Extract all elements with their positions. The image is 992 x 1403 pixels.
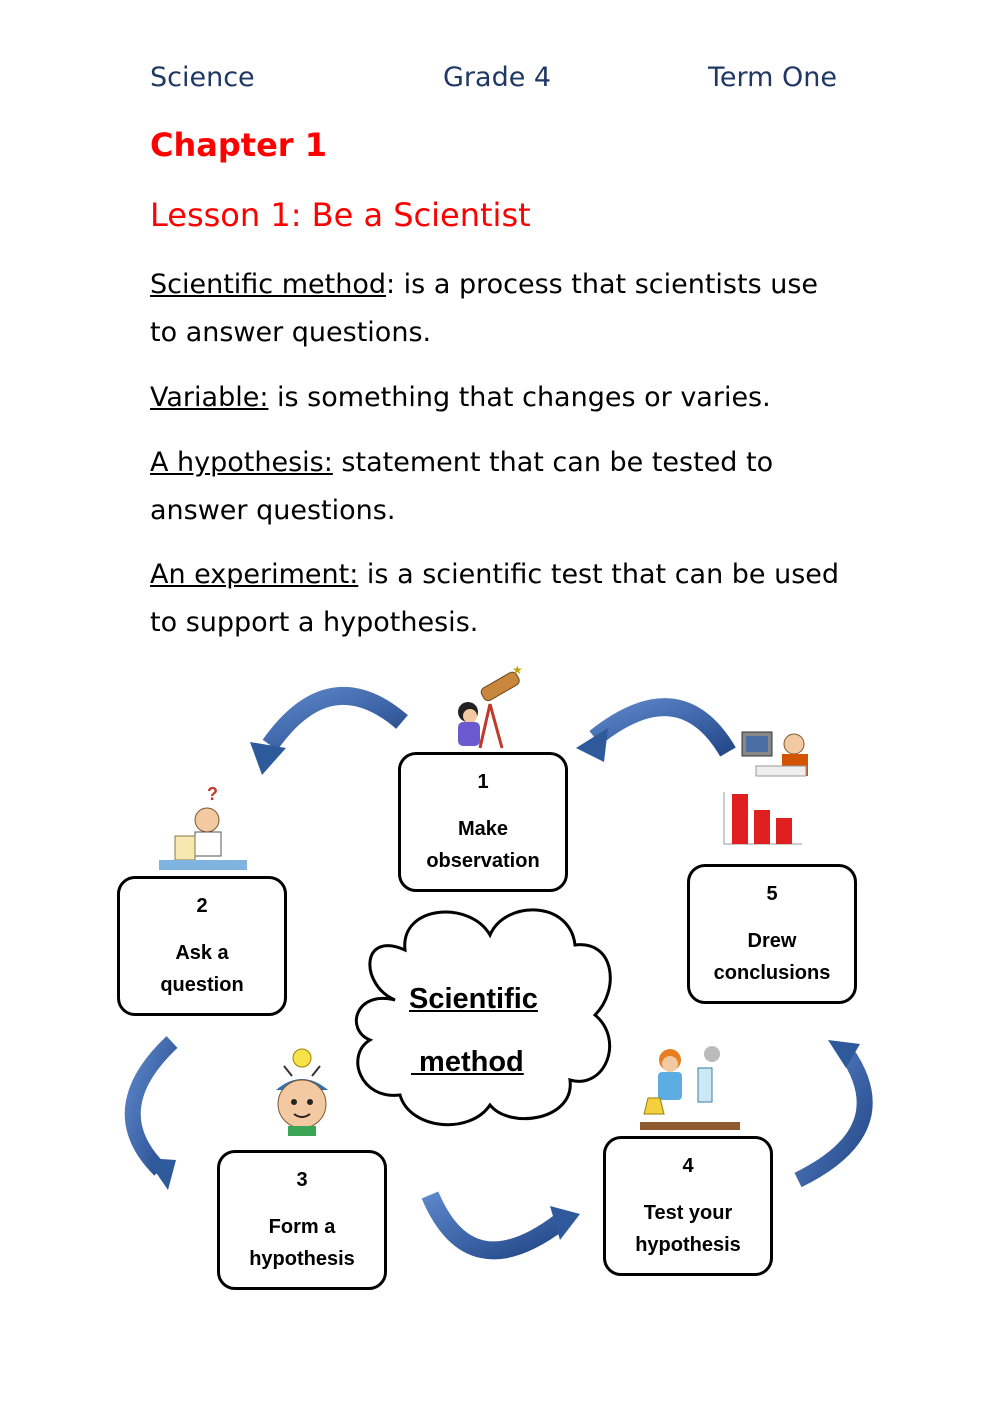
svg-text:?: ? bbox=[207, 784, 218, 804]
definition-term: Scientific method bbox=[150, 269, 386, 300]
grade-label: Grade 4 bbox=[443, 62, 552, 93]
term-label: Term One bbox=[708, 62, 838, 93]
step-box-5 bbox=[687, 864, 857, 1004]
step-label: Ask a question bbox=[160, 942, 244, 996]
definition-term: A hypothesis: bbox=[150, 447, 333, 478]
definition-text: is something that changes or varies. bbox=[268, 382, 771, 413]
step-box-3 bbox=[217, 1150, 387, 1290]
step-label: Make observation bbox=[426, 818, 540, 872]
lab-experiment-icon bbox=[640, 1044, 740, 1134]
step-number: 5 bbox=[766, 883, 778, 905]
definition-text: is a scientific test that can be used to support a hypothesis. bbox=[150, 559, 840, 638]
definition-text: : is a process that scientists use to answer questions. bbox=[150, 269, 819, 348]
thinking-person-icon bbox=[155, 782, 251, 878]
chapter-title: Chapter 1 bbox=[150, 126, 327, 164]
step-number: 1 bbox=[477, 771, 489, 793]
lesson-title: Lesson 1: Be a Scientist bbox=[150, 196, 531, 234]
chart-bar bbox=[754, 810, 770, 844]
telescope-scientist-icon bbox=[440, 660, 530, 750]
results-chart-icon bbox=[712, 726, 822, 846]
step-label: Test your hypothesis bbox=[635, 1202, 741, 1256]
definition-text: statement that can be tested to answer questions. bbox=[150, 447, 774, 526]
subject-label: Science bbox=[150, 62, 255, 93]
idea-head-icon bbox=[262, 1046, 342, 1136]
step-box-1 bbox=[398, 752, 568, 892]
step-label: Drew conclusions bbox=[713, 930, 831, 984]
definition-term: Variable: bbox=[150, 382, 269, 413]
svg-text:★: ★ bbox=[512, 663, 523, 677]
step-box-4 bbox=[603, 1136, 773, 1276]
cloud-label-line1: Scientific bbox=[409, 983, 538, 1015]
step-number: 4 bbox=[682, 1155, 694, 1177]
cloud-label-line2: method bbox=[411, 1046, 524, 1078]
chart-bar bbox=[776, 818, 792, 844]
definition-term: An experiment: bbox=[150, 559, 359, 590]
step-number: 3 bbox=[296, 1169, 308, 1191]
step-number: 2 bbox=[196, 895, 208, 917]
chart-bar bbox=[732, 794, 748, 844]
step-box-2 bbox=[117, 876, 287, 1016]
step-label: Form a hypothesis bbox=[249, 1216, 355, 1270]
